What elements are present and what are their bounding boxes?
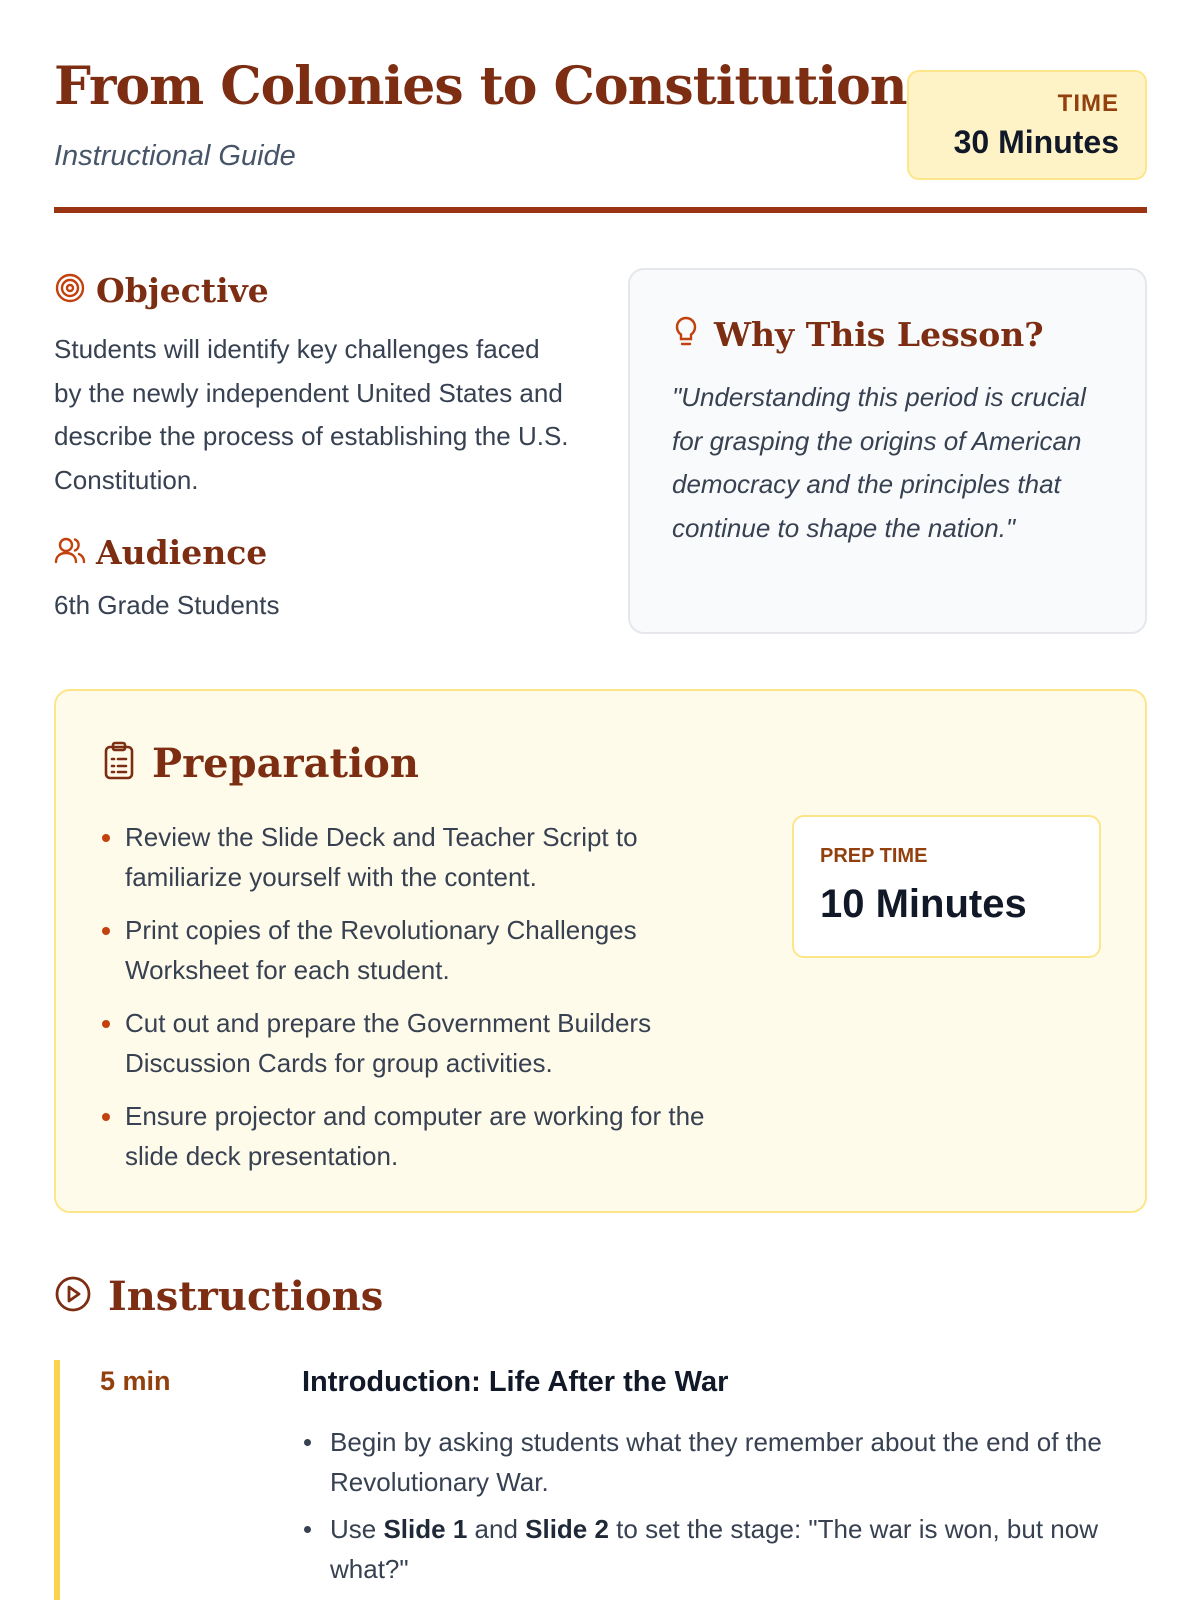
slide-reference: Slide 1 — [383, 1514, 468, 1544]
list-item: Cut out and prepare the Government Builders Discussion Cards for group activities. — [102, 1003, 742, 1083]
prep-time-label: PREP TIME — [820, 845, 928, 867]
preparation-heading — [102, 737, 419, 789]
why-heading — [672, 312, 1044, 356]
step-title: Introduction: Life After the War — [302, 1366, 729, 1398]
time-label: TIME — [1057, 90, 1119, 117]
objective-title: Objective — [96, 270, 269, 310]
time-value: 30 Minutes — [953, 124, 1119, 160]
list-item — [302, 1422, 1132, 1502]
audience-heading — [54, 530, 267, 574]
header-divider — [54, 207, 1147, 213]
step-bullet-text: Begin by asking students what they remember about the end of the Revolutionary War. — [330, 1427, 1102, 1497]
step-bullet-list — [302, 1422, 1132, 1596]
step-bullet-text: Use — [330, 1514, 384, 1544]
step-bullet-text: to set the stage: "The war is won, but now what?" — [330, 1514, 1098, 1584]
lightbulb-icon — [672, 315, 700, 354]
audience-title: Audience — [96, 532, 268, 572]
why-this-lesson-card — [628, 268, 1147, 634]
objective-text: Students will identify key challenges faced by the newly independent United States and describe the process of establishing the U.S. Constitution. — [54, 334, 569, 495]
page-subtitle: Instructional Guide — [54, 140, 296, 172]
page-title: From Colonies to Constitution — [54, 56, 907, 117]
instruction-step — [54, 1360, 1147, 1600]
preparation-card — [54, 689, 1147, 1213]
audience-text: 6th Grade Students — [54, 590, 280, 620]
play-circle-icon — [54, 1275, 92, 1318]
time-badge — [907, 70, 1147, 180]
list-item: Review the Slide Deck and Teacher Script to familiarize yourself with the content. — [102, 817, 742, 897]
step-duration: 5 min — [100, 1366, 171, 1396]
prep-time-badge — [792, 815, 1101, 958]
target-icon — [54, 272, 86, 309]
clipboard-icon — [102, 741, 136, 786]
list-item: Ensure projector and computer are working for the slide deck presentation. — [102, 1096, 742, 1176]
slide-reference: Slide 2 — [525, 1514, 609, 1544]
preparation-title: Preparation — [152, 739, 419, 787]
list-item: Print copies of the Revolutionary Challenges Worksheet for each student. — [102, 910, 742, 990]
instructions-heading — [54, 1270, 383, 1322]
objective-heading — [54, 268, 269, 312]
users-icon — [54, 534, 86, 571]
page-header — [54, 56, 1147, 214]
why-title: Why This Lesson? — [714, 314, 1044, 354]
list-item — [302, 1509, 1132, 1589]
instructions-title: Instructions — [108, 1272, 384, 1320]
prep-time-value: 10 Minutes — [820, 882, 1027, 926]
why-quote: "Understanding this period is crucial for grasping the origins of American democracy and the principles that continue to shape the nation." — [672, 382, 1086, 543]
preparation-list — [102, 817, 742, 1189]
step-bullet-text: and — [467, 1514, 526, 1544]
